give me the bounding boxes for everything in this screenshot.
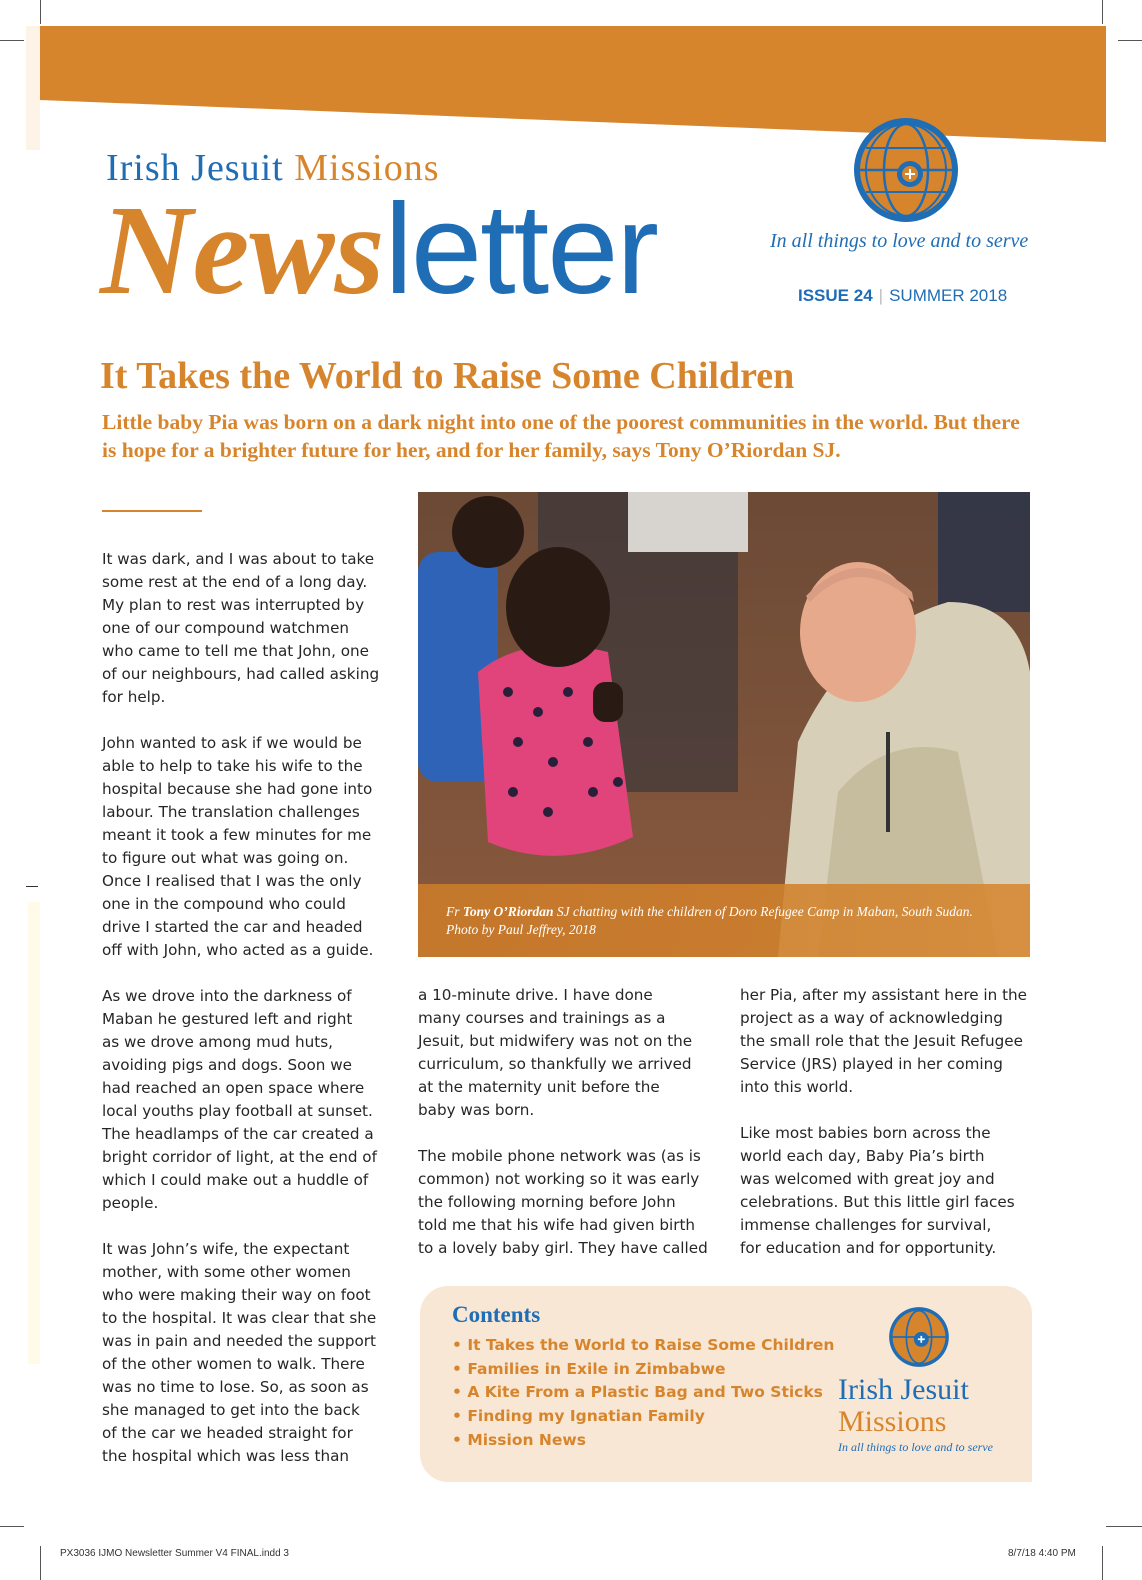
globe-cross-icon — [852, 116, 960, 224]
brand-prefix: Irish Jesuit — [106, 147, 295, 189]
caption-text: SJ chatting with the children of Doro Refugee Camp in Maban, South Sudan. Photo by Paul Jeffrey, 2018 — [446, 904, 973, 937]
contents-item[interactable]: • A Kite From a Plastic Bag and Two Sticks — [452, 1381, 834, 1405]
issue-separator: | — [878, 286, 884, 305]
contents-logo-line1: Irish Jesuit — [838, 1373, 969, 1406]
contents-logo-tagline: In all things to love and to serve — [838, 1440, 993, 1454]
headline-rule — [102, 510, 202, 512]
article-column-1: It was dark, and I was about to take some rest at the end of a long day. My plan to rest was interrupted by one of our compound watchmen who came to tell me that John, one of our neighbours, had called asking for help. John wanted to ask if we would be able to help to take his wife to the hospital because she had gone into labour. The translation challenges meant it took a few minutes for me to figure out what was going on. Once I realised that I was the only one in the compound who could drive I started the car and headed off with John, who acted as a guide. As we drove into the darkness of Maban he gestured left and right as we drove among mud huts, avoiding pigs and dogs. Soon we had reached an open space where local youths play football at sunset. The headlamps of the car created a bright corridor of light, at the end of which I could make out a huddle of people. It was John’s wife, the expectant mother, with some other women who were making their way on foot to the hospital. It was clear that she was in pain and needed the support of the other women to walk. There was no time to lose. So, as soon as she managed to get into the back of the car we headed straight for the hospital which was less than — [102, 550, 380, 1465]
caption-prefix: Fr — [446, 904, 463, 919]
article-column-2: a 10-minute drive. I have done many courses and trainings as a Jesuit, but midwifery was not on the curriculum, so thankfully we arrived at the maternity unit before the baby was born. The mobile phone network was (as is common) not working so it was early the following morning before John told me that his wife had given birth to a lovely baby girl. They have called — [418, 986, 708, 1257]
photo-caption — [446, 903, 1006, 939]
masthead-letter: letter — [384, 178, 657, 321]
contents-title: Contents — [452, 1302, 541, 1327]
header-banner — [0, 0, 1142, 150]
contents-item[interactable]: • Families in Exile in Zimbabwe — [452, 1358, 834, 1382]
brand-accent: Missions — [294, 147, 440, 189]
tagline: In all things to love and to serve — [770, 230, 1029, 252]
article-headline: It Takes the World to Raise Some Children — [100, 355, 795, 397]
crop-mark-bottom-left-h — [0, 1526, 24, 1527]
footer-timestamp: 8/7/18 4:40 PM — [1008, 1548, 1076, 1559]
contents-item[interactable]: • Finding my Ignatian Family — [452, 1405, 834, 1429]
masthead-title — [100, 178, 657, 321]
crop-mark-bottom-right-h — [1106, 1526, 1142, 1527]
footer-file-name: PX3036 IJMO Newsletter Summer V4 FINAL.indd 3 — [60, 1548, 289, 1559]
margin-strip — [28, 902, 40, 1364]
caption-name: Tony O’Riordan — [462, 904, 554, 919]
contents-item[interactable]: • It Takes the World to Raise Some Children — [452, 1334, 834, 1358]
crop-mark-bottom-left-v — [40, 1546, 41, 1580]
contents-item[interactable]: • Mission News — [452, 1429, 834, 1453]
article-photo — [418, 492, 1030, 957]
article-standfirst: Little baby Pia was born on a dark night into one of the poorest communities in the world. But there is hope for a brighter future for her, and for her family, says Tony O’Riordan SJ. — [102, 410, 1020, 462]
masthead-news: News — [100, 179, 385, 321]
contents-list — [452, 1334, 834, 1453]
globe-cross-icon — [888, 1306, 950, 1368]
contents-logo-line2: Missions — [838, 1405, 947, 1438]
margin-mark — [26, 886, 38, 887]
issue-number: ISSUE 24 — [798, 286, 873, 305]
issue-date: SUMMER 2018 — [889, 286, 1008, 305]
crop-mark-bottom-right-v — [1102, 1546, 1103, 1580]
issue-info — [798, 286, 1007, 306]
article-column-3: her Pia, after my assistant here in the project as a way of acknowledging the small role that the Jesuit Refugee Service (JRS) played in her coming into this world. Like most babies born across the world each day, Baby Pia’s birth was welcomed with great joy and celebrations. But this little girl faces immense challenges for survival, for education and for opportunity. — [740, 986, 1027, 1257]
